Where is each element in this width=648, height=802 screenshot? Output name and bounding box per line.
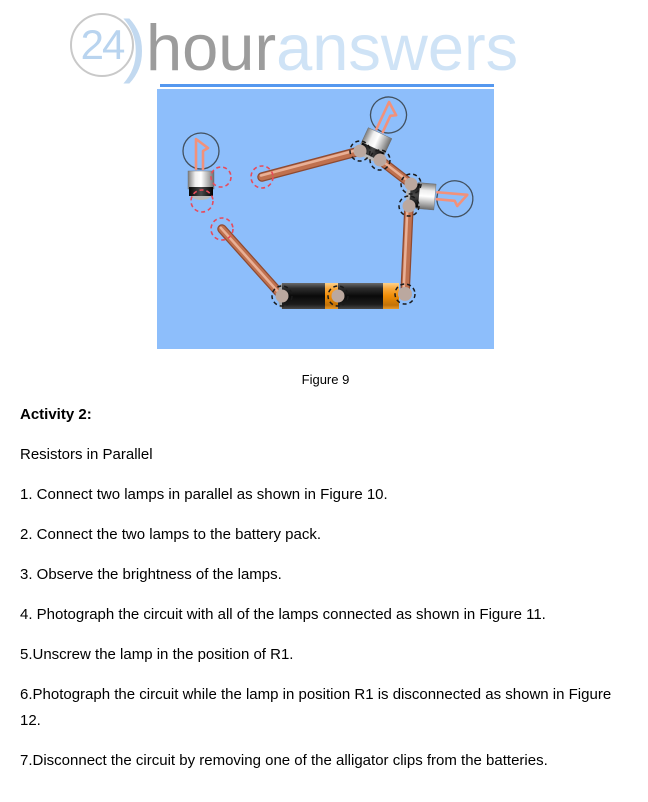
figure-caption: Figure 9 (301, 372, 350, 387)
logo-wordmark (146, 11, 519, 84)
site-logo (70, 8, 550, 88)
battery-2-terminal (383, 283, 399, 309)
circuit-figure-svg (157, 89, 494, 349)
step-1: 1. Connect two lamps in parallel as shown in Figure 10. (20, 486, 388, 503)
battery-2-body (338, 283, 383, 309)
step-6: 6.Photograph the circuit while the lamp in position R1 is disconnected as shown in Figure 12. (20, 686, 612, 729)
activity-subtitle: Resistors in Parallel (20, 446, 153, 463)
step-2: 2. Connect the two lamps to the battery pack. (20, 526, 321, 543)
logo-paren: ) (123, 6, 147, 84)
step-7: 7.Disconnect the circuit by removing one of the alligator clips from the batteries. (20, 752, 548, 769)
step-4: 4. Photograph the circuit with all of the lamps connected as shown in Figure 11. (20, 606, 546, 623)
logo-word-answers: answers (276, 11, 519, 84)
circuit-figure (157, 89, 494, 349)
activity-heading: Activity 2: (20, 406, 92, 423)
figure-background (157, 89, 494, 349)
logo-underline (160, 84, 494, 87)
activity-text (20, 402, 636, 788)
wire-lamp-to-battery (404, 206, 410, 294)
step-5: 5.Unscrew the lamp in the position of R1. (20, 646, 294, 663)
logo-word-hour: hour (146, 11, 277, 84)
step-3: 3. Observe the brightness of the lamps. (20, 566, 282, 583)
logo-number: 24 (80, 21, 124, 68)
